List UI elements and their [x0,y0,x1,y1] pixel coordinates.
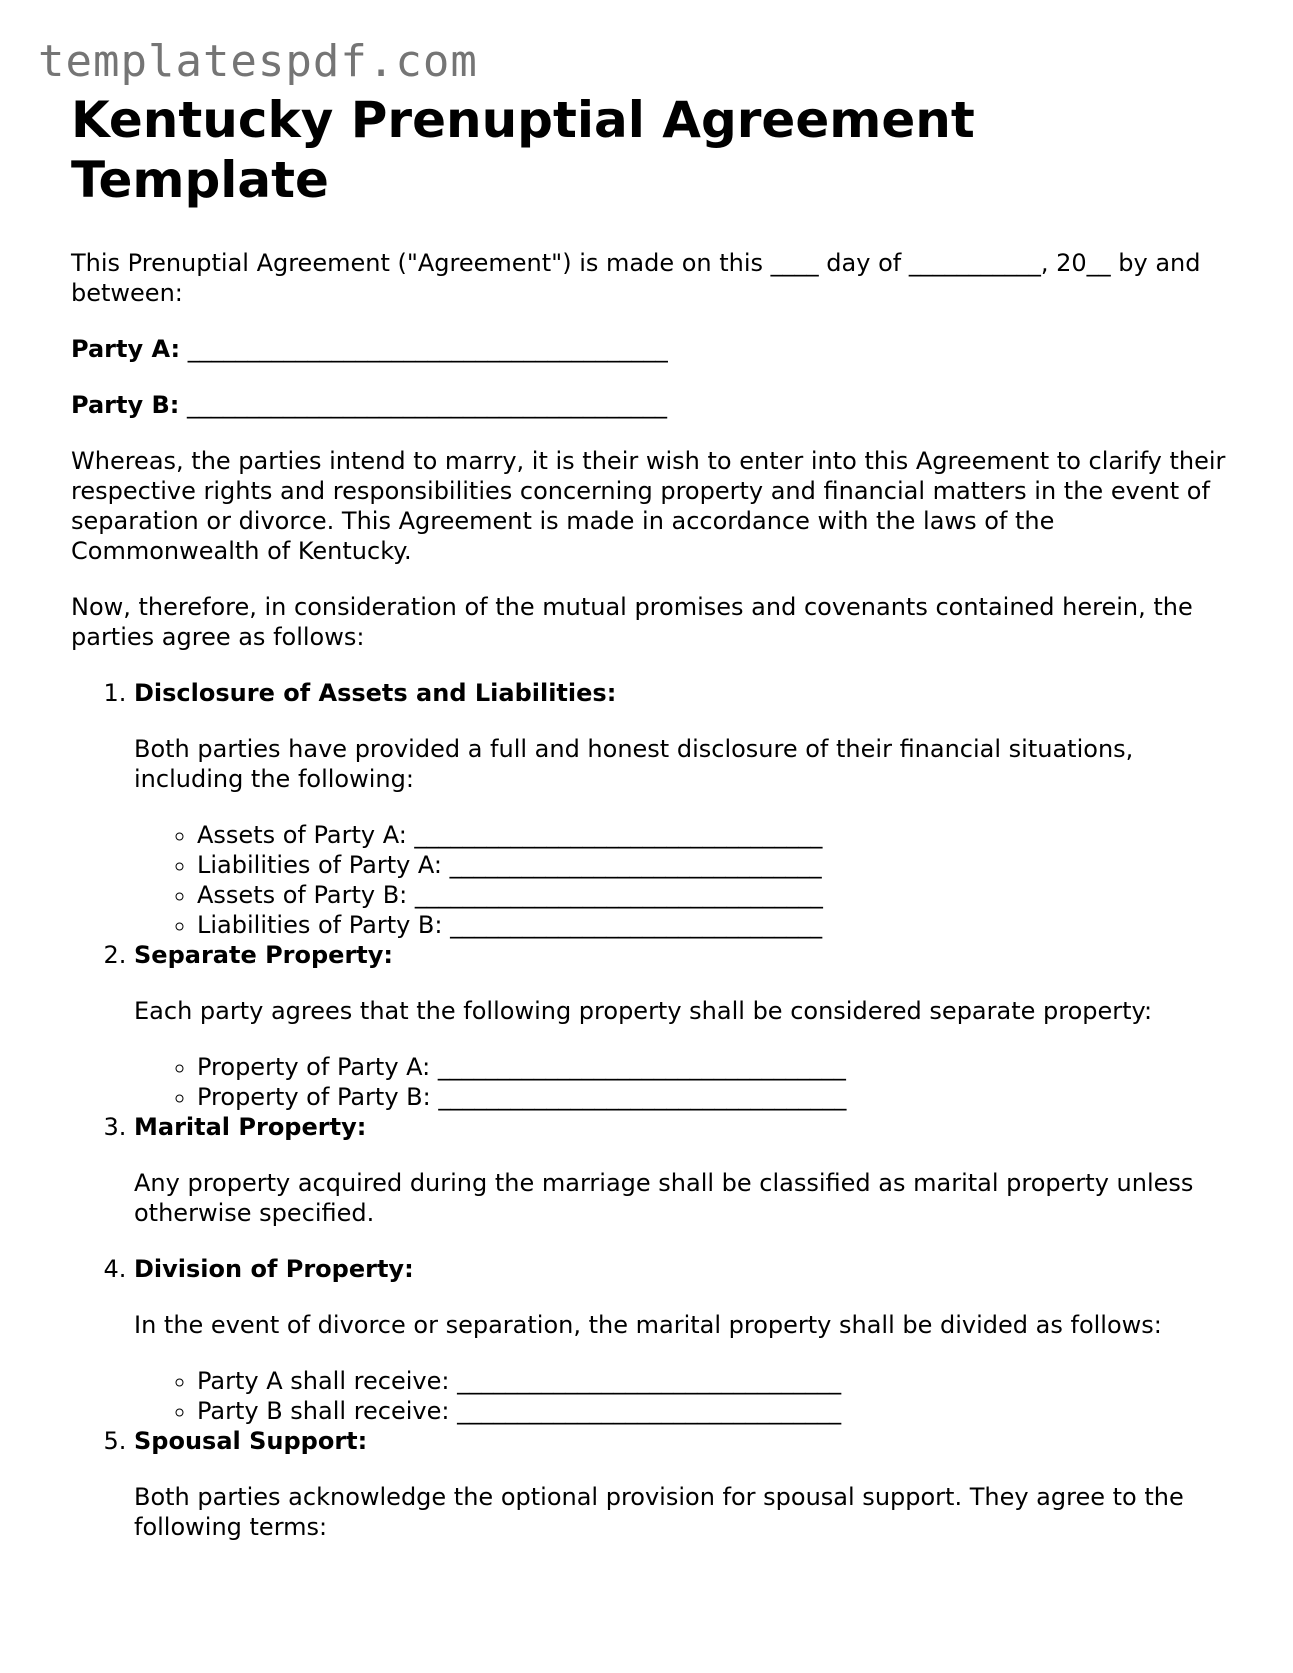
section-body: In the event of divorce or separation, the marital property shall be divided as follows: [134,1311,1162,1339]
section-body: Both parties acknowledge the optional provision for spousal support. They agree to the following terms: [134,1483,1184,1541]
sections-list [71,678,1231,1542]
section-items [134,820,1231,940]
section-separate-property [134,940,1231,1112]
party-b-line [71,390,1231,420]
list-item: ◦ Liabilities of Party A: _______________________________ [197,850,1231,880]
party-a-blank: ________________________________________ [187,335,668,363]
list-item: ◦ Assets of Party A: __________________________________ [197,820,1231,850]
list-item: ◦ Property of Party A: __________________________________ [197,1052,1231,1082]
section-body: Both parties have provided a full and honest disclosure of their financial situations, including the following: [134,735,1134,793]
list-item: ◦ Assets of Party B: __________________________________ [197,880,1231,910]
section-spousal-support [134,1426,1231,1542]
document-body [71,90,1231,1542]
section-items [134,1366,1231,1426]
list-item: ◦ Party B shall receive: ________________________________ [197,1396,1231,1426]
list-item: ◦ Liabilities of Party B: _______________________________ [197,910,1231,940]
section-title: Disclosure of Assets and Liabilities: [134,679,617,707]
now-therefore-paragraph: Now, therefore, in consideration of the mutual promises and covenants contained herein, the parties agree as follows: [71,593,1193,651]
section-title: Marital Property: [134,1113,367,1141]
section-marital-property [134,1112,1231,1228]
list-item: ◦ Party A shall receive: ________________________________ [197,1366,1231,1396]
party-a-label: Party A: [71,335,181,363]
section-title: Division of Property: [134,1255,414,1283]
section-title: Separate Property: [134,941,393,969]
page-title: Kentucky Prenuptial Agreement Template [71,91,975,209]
party-a-line [71,334,1231,364]
section-body: Any property acquired during the marriage shall be classified as marital property unless otherwise specified. [134,1169,1194,1227]
intro-paragraph: This Prenuptial Agreement ("Agreement") is made on this ____ day of ___________, 20__ by and between: [71,249,1201,307]
section-title: Spousal Support: [134,1427,368,1455]
section-body: Each party agrees that the following property shall be considered separate property: [134,997,1153,1025]
section-disclosure [134,678,1231,940]
list-item: ◦ Property of Party B: __________________________________ [197,1082,1231,1112]
section-division-of-property [134,1254,1231,1426]
watermark: templatespdf.com [38,36,478,87]
section-items [134,1052,1231,1112]
party-b-blank: ________________________________________ [186,391,667,419]
whereas-paragraph: Whereas, the parties intend to marry, it is their wish to enter into this Agreement to clarify their respective rights and responsibilities concerning property and financial matters in the event of separation or divorce. This Agreement is made in accordance with the laws of the Commonwealth of Kentucky. [71,447,1226,565]
party-b-label: Party B: [71,391,180,419]
